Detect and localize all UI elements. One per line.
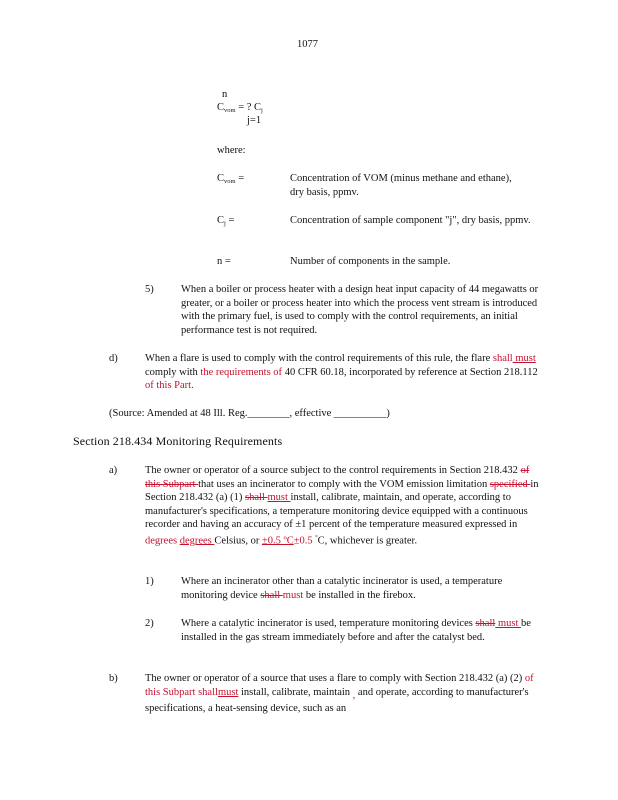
item-b-text: The owner or operator of a source that uses a flare to comply with Section 218.432 (a) (2) of this Subpart shallmust install, calibrate, maintain , and operate, according to manufacturer's specifications, a heat-sensing device, such as an	[145, 673, 534, 715]
item-a2-number: 2)	[145, 618, 154, 629]
where-label: where:	[217, 145, 246, 156]
definition-term-cj: Cj =	[217, 215, 235, 227]
item-a-text: The owner or operator of a source subject to the control requirements in Section 218.432 of this Subpart that uses an incinerator to comply with the VOM emission limitation specified in Section 218.432 (a) (1) shall must install, calibrate, maintain, and operate, according to manufacturer's specifications, a temperature monitoring device equipped with a continuous recorder and having an accuracy of ±1 percent of the temperature measured expressed in degrees degrees Celsius, or ±0.5 ºC±0.5 °C, whichever is greater.	[145, 465, 539, 547]
formula-mid: = ? C	[235, 102, 262, 113]
source-note: (Source: Amended at 48 Ill. Reg.________, effective __________)	[109, 408, 390, 419]
definition-text-cj: Concentration of sample component "j", dry basis, ppmv.	[290, 215, 531, 226]
item-a2-text: Where a catalytic incinerator is used, temperature monitoring devices shall must be installed in the gas stream immediately before and after the catalyst bed.	[181, 618, 531, 643]
definition-term-n: n =	[217, 256, 231, 267]
section-heading: Section 218.434 Monitoring Requirements	[73, 434, 283, 448]
item-d-number: d)	[109, 353, 118, 364]
formula-summation-upper: n	[222, 89, 228, 100]
definition-text-cvom: Concentration of VOM (minus methane and ethane), dry basis, ppmv.	[290, 173, 512, 198]
item-a1-text: Where an incinerator other than a catalytic incinerator is used, a temperature monitoring device shall must be installed in the firebox.	[181, 576, 503, 601]
definition-term-cvom: Cvom =	[217, 173, 245, 185]
item-d-text: When a flare is used to comply with the control requirements of this rule, the flare shall must comply with the requirements of 40 CFR 60.18, incorporated by reference at Section 218.112 of this Part.	[145, 353, 538, 392]
definition-text-n: Number of components in the sample.	[290, 256, 451, 267]
formula-lhs: C	[217, 102, 225, 113]
page-number: 1077	[297, 39, 318, 50]
item-b-number: b)	[109, 673, 118, 684]
formula-rhs-subscript: j	[261, 107, 263, 114]
item-5-text: When a boiler or process heater with a design heat input capacity of 44 megawatts or greater, or a boiler or process heater into which the process vent stream is introduced with the primary fuel, is used to comply with the control requirements, an initial performance test is not required.	[181, 284, 539, 336]
item-a1-number: 1)	[145, 576, 154, 587]
item-a-number: a)	[109, 465, 118, 476]
formula-lhs-subscript: vom	[224, 107, 236, 114]
formula-summation-lower: j=1	[247, 115, 262, 126]
item-5-number: 5)	[145, 284, 154, 295]
